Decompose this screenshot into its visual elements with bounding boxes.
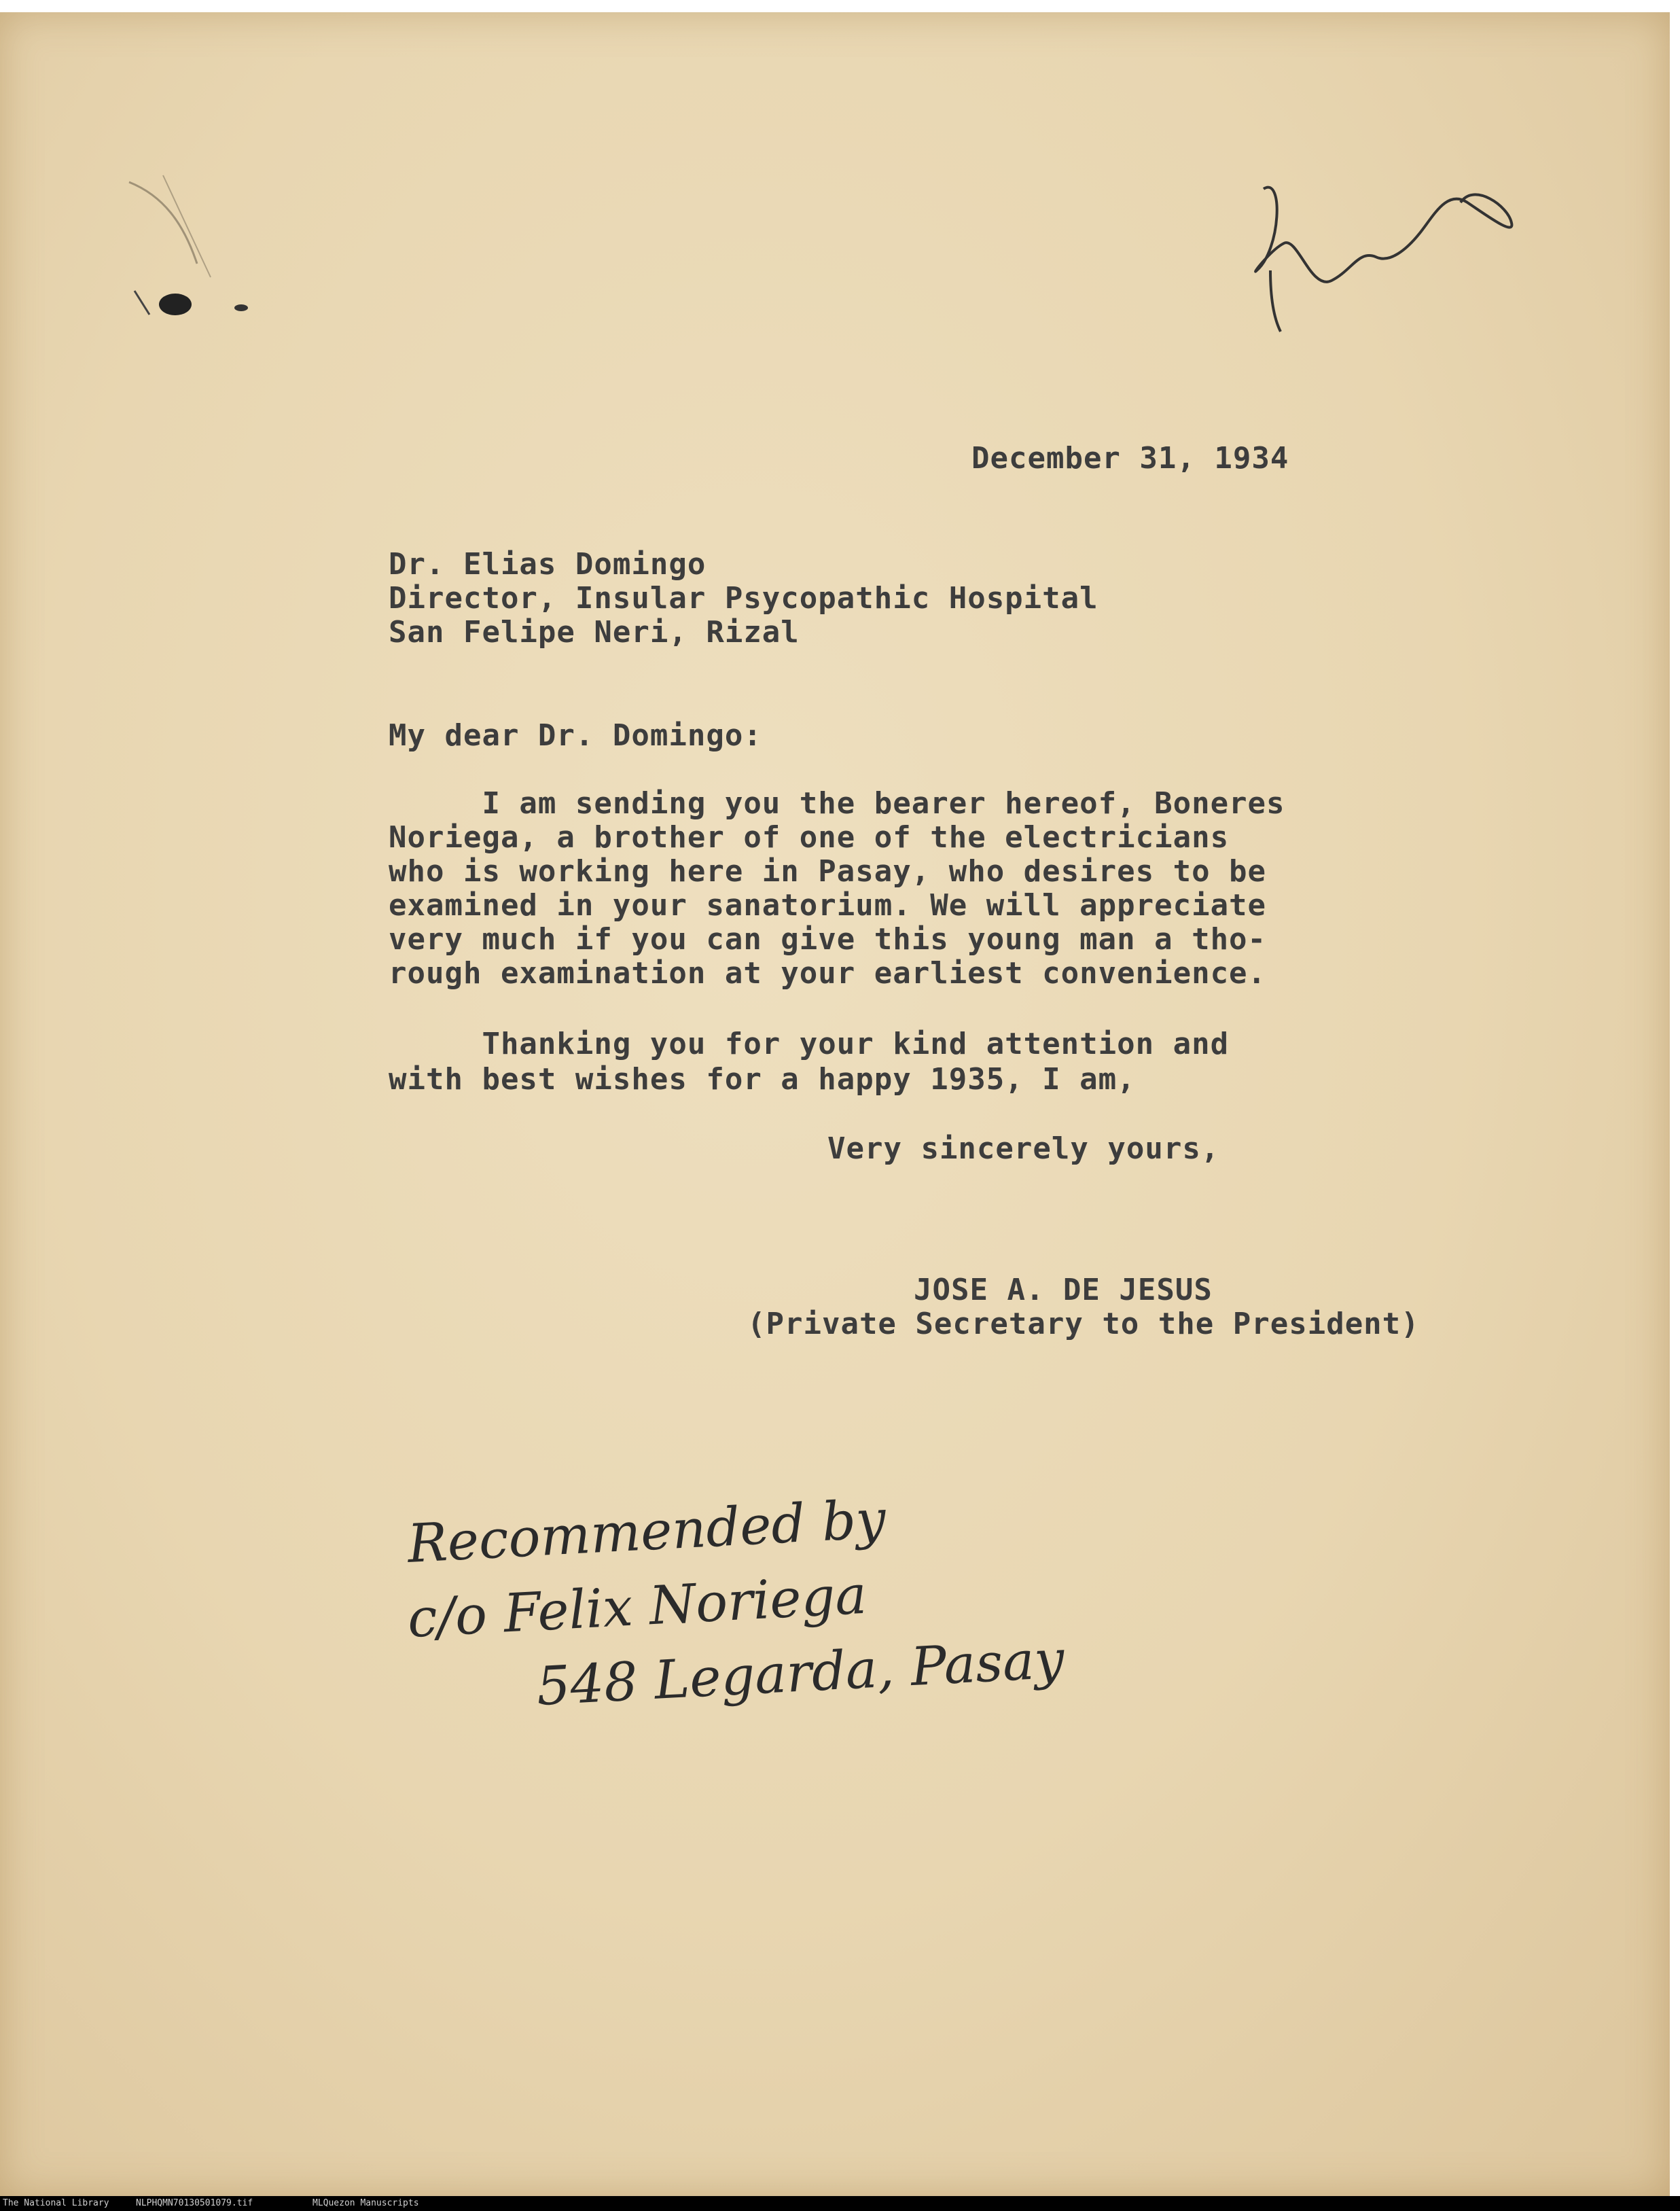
recipient-address: San Felipe Neri, Rizal xyxy=(389,615,800,650)
scan-footer-bar xyxy=(0,2196,1680,2211)
body-paragraph-1-line: rough examination at your earliest convenience. xyxy=(389,956,1267,991)
body-paragraph-2-line: Thanking you for your kind attention and xyxy=(389,1027,1230,1061)
closing: Very sincerely yours, xyxy=(827,1131,1220,1166)
handwritten-note-line-3: 548 Legarda, Pasay xyxy=(535,1629,1066,1718)
footer-institution: The National Library xyxy=(3,2198,109,2208)
footer-collection: MLQuezon Manuscripts xyxy=(312,2198,419,2208)
handwritten-initials xyxy=(1243,169,1529,345)
signature-name: JOSE A. DE JESUS xyxy=(914,1273,1213,1307)
body-paragraph-1-line: Noriega, a brother of one of the electricians xyxy=(389,820,1230,855)
footer-file-name: NLPHQMN70130501079.tif xyxy=(136,2198,253,2208)
body-paragraph-1-line: I am sending you the bearer hereof, Boneres xyxy=(389,786,1285,821)
body-paragraph-1-line: who is working here in Pasay, who desires to be xyxy=(389,854,1267,889)
letter-page xyxy=(0,12,1670,2197)
body-paragraph-1-line: very much if you can give this young man a tho- xyxy=(389,922,1267,957)
handwritten-note-line-1: Recommended by xyxy=(406,1489,888,1575)
recipient-name: Dr. Elias Domingo xyxy=(389,547,707,582)
body-paragraph-1-line: examined in your sanatorium. We will appreciate xyxy=(389,888,1267,923)
ink-smudge-mark xyxy=(122,162,299,379)
body-paragraph-2-line: with best wishes for a happy 1935, I am, xyxy=(389,1062,1136,1097)
recipient-title: Director, Insular Psycopathic Hospital xyxy=(389,581,1098,616)
handwritten-note-line-2: c/o Felix Noriega xyxy=(406,1564,868,1650)
letter-date: December 31, 1934 xyxy=(971,441,1289,476)
signature-title: (Private Secretary to the President) xyxy=(747,1307,1420,1341)
salutation: My dear Dr. Domingo: xyxy=(389,718,762,753)
